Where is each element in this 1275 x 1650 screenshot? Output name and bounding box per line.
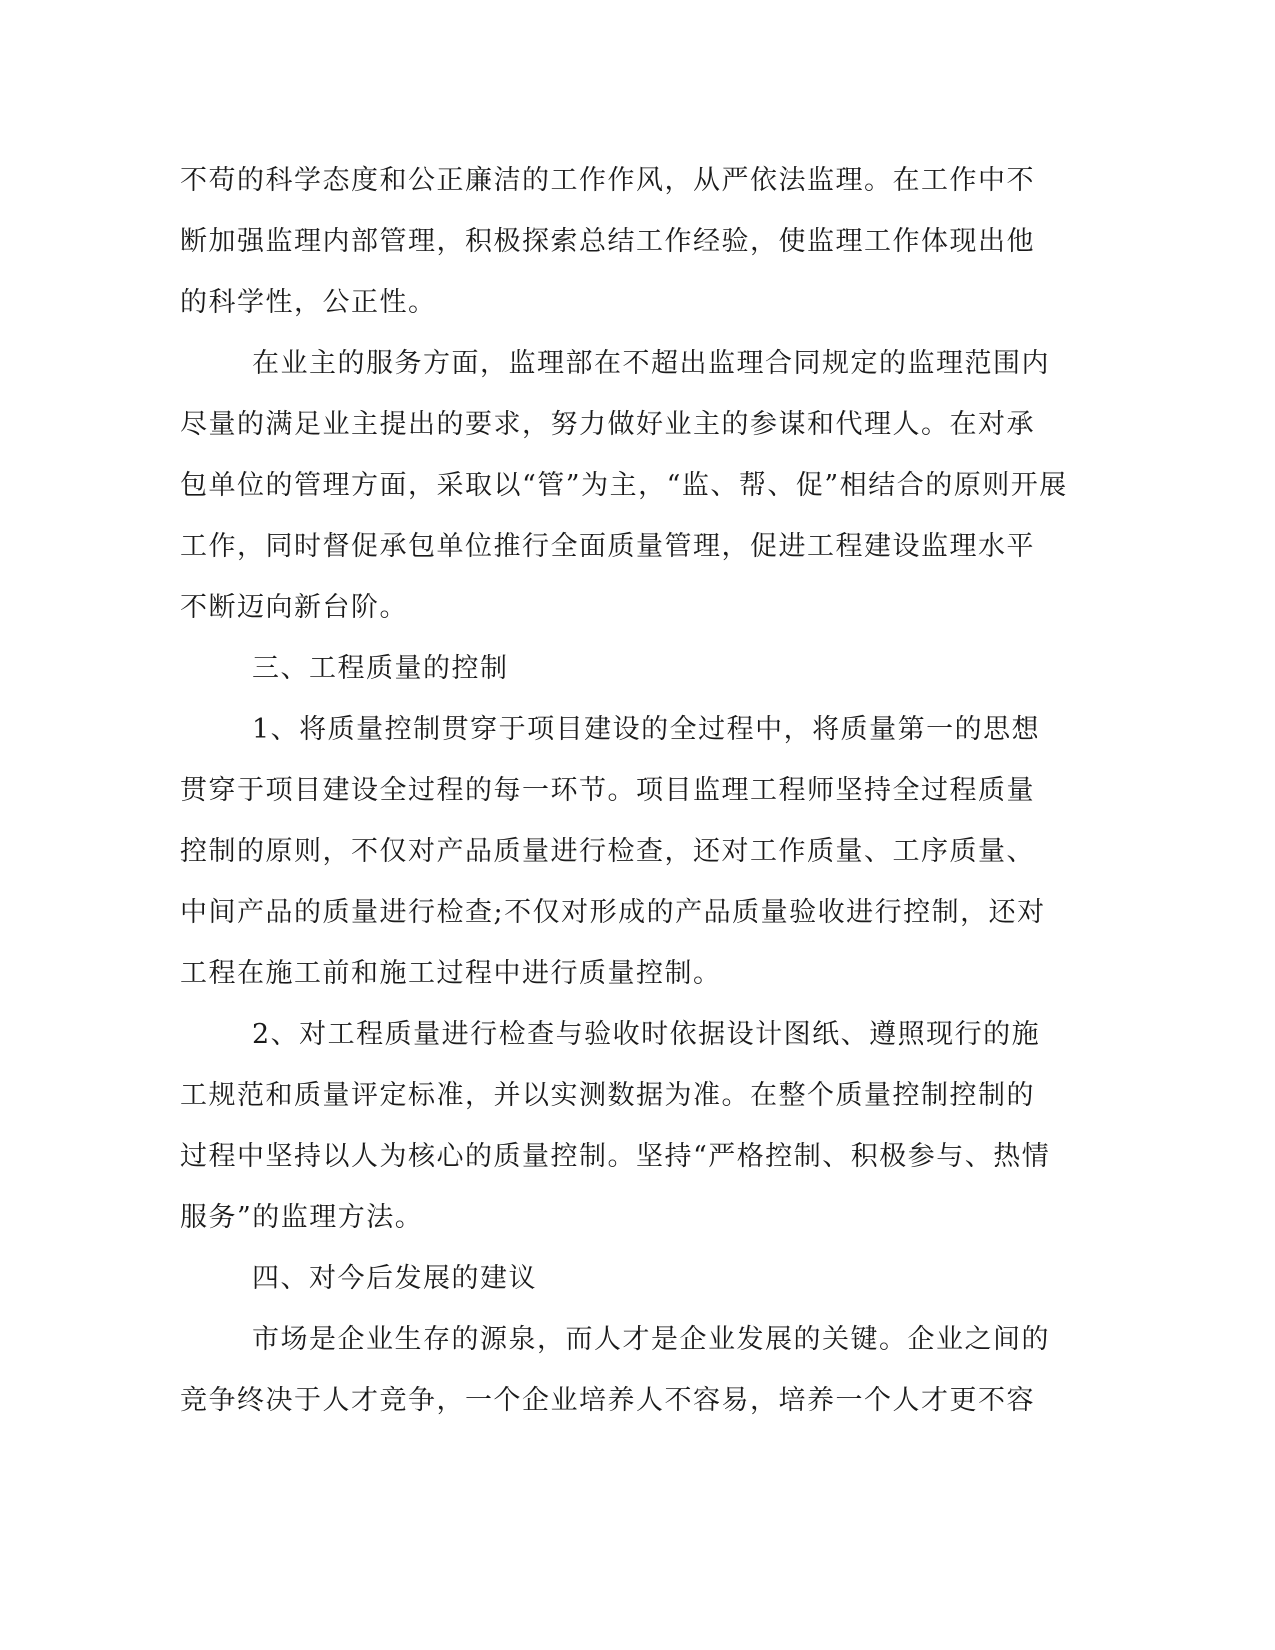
paragraph-line: 服务”的监理方法。: [180, 1202, 424, 1233]
paragraph-line: 的科学性，公正性。: [180, 287, 437, 318]
paragraph-line: 断加强监理内部管理，积极探索总结工作经验，使监理工作体现出他: [180, 226, 1035, 257]
paragraph-line: 市场是企业生存的源泉，而人才是企业发展的关键。企业之间的: [252, 1324, 1050, 1355]
paragraph-line: 尽量的满足业主提出的要求，努力做好业主的参谋和代理人。在对承: [180, 409, 1035, 440]
paragraph-line: 在业主的服务方面，监理部在不超出监理合同规定的监理范围内: [252, 348, 1050, 379]
paragraph-line: 包单位的管理方面，采取以“管”为主，“监、帮、促”相结合的原则开展: [180, 470, 1068, 501]
paragraph-line: 工规范和质量评定标准，并以实测数据为准。在整个质量控制控制的: [180, 1080, 1035, 1111]
paragraph-line: 过程中坚持以人为核心的质量控制。坚持“严格控制、积极参与、热情: [180, 1141, 1051, 1172]
paragraph-line: 2、对工程质量进行检查与验收时依据设计图纸、遵照现行的施: [252, 1019, 1041, 1050]
paragraph-line: 不苟的科学态度和公正廉洁的工作作风，从严依法监理。在工作中不: [180, 165, 1035, 196]
paragraph-line: 控制的原则，不仅对产品质量进行检查，还对工作质量、工序质量、: [180, 836, 1035, 867]
paragraph-line: 中间产品的质量进行检查;不仅对形成的产品质量验收进行控制，还对: [180, 897, 1046, 928]
paragraph-line: 工程在施工前和施工过程中进行质量控制。: [180, 958, 722, 989]
section-heading: 三、工程质量的控制: [252, 653, 509, 684]
paragraph-line: 工作，同时督促承包单位推行全面质量管理，促进工程建设监理水平: [180, 531, 1035, 562]
paragraph-line: 竞争终决于人才竞争，一个企业培养人不容易，培养一个人才更不容: [180, 1385, 1035, 1416]
paragraph-line: 1、将质量控制贯穿于项目建设的全过程中，将质量第一的思想: [252, 714, 1041, 745]
paragraph-line: 贯穿于项目建设全过程的每一环节。项目监理工程师坚持全过程质量: [180, 775, 1035, 806]
document-body: [180, 150, 1068, 1431]
section-heading: 四、对今后发展的建议: [252, 1263, 537, 1294]
paragraph-line: 不断迈向新台阶。: [180, 592, 408, 623]
